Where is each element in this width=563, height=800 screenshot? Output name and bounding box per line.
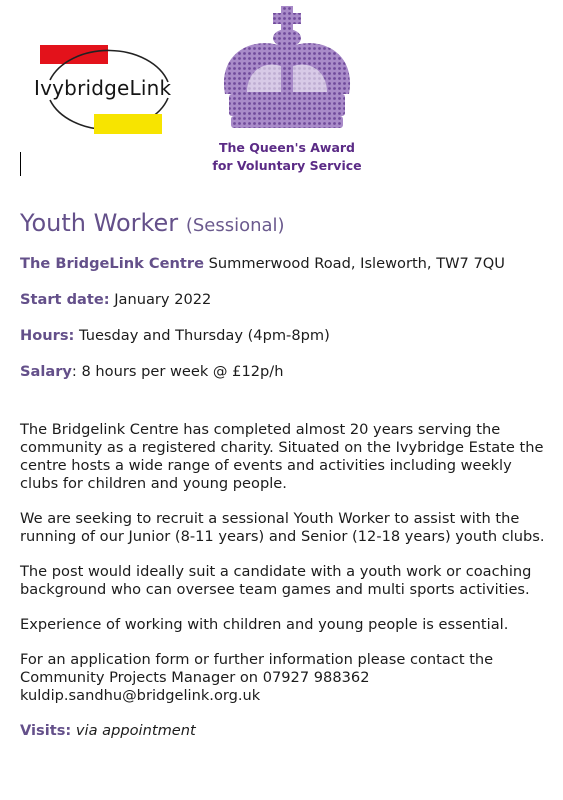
job-title-sub: (Sessional) [185,215,285,236]
location-label: The BridgeLink Centre [20,255,204,272]
award-line-1: The Queen's Award [218,140,356,155]
start-date-value: January 2022 [109,291,212,308]
salary-value: : 8 hours per week @ £12p/h [71,363,284,380]
start-date-label: Start date: [20,291,110,308]
ivybridgelink-logo [28,42,178,138]
paragraph-recruit: We are seeking to recruit a sessional Youth Worker to assist with the running of our Junior (8-11 years) and Senior (12-18 years) youth clubs. [20,510,545,545]
location-field [20,255,550,273]
start-date-field [20,291,550,309]
job-advert [20,208,550,758]
salary-field [20,363,550,381]
award-line-2: for Voluntary Service [212,158,362,173]
hours-label: Hours: [20,327,75,344]
hours-value: Tuesday and Thursday (4pm-8pm) [74,327,330,344]
queens-award-badge [212,6,362,176]
paragraph-contact: For an application form or further information please contact the Community Projects Manager on 07927 988362 kuldip.sandhu@bridgelink.org.uk [20,651,494,704]
crown-icon [217,6,357,138]
salary-label: Salary [20,363,72,380]
logo-text: IvybridgeLink [34,76,172,100]
text-cursor [20,152,21,176]
paragraph-candidate: The post would ideally suit a candidate with a youth work or coaching background who can oversee team games and multi sports activities. [20,563,532,598]
visits-field [20,722,550,740]
paragraph-about: The Bridgelink Centre has completed almost 20 years serving the community as a registered charity. Situated on the Ivybridge Estate the centre hosts a wide range of events and activities including weekly clubs for children and young people. [20,421,544,492]
hours-field [20,327,550,345]
logo-yellow-bar [94,114,162,134]
visits-label: Visits: [20,722,72,739]
job-title-main: Youth Worker [20,209,179,237]
job-title [20,208,550,241]
paragraph-experience: Experience of working with children and young people is essential. [20,616,509,633]
visits-value: via appointment [71,722,196,739]
location-value: Summerwood Road, Isleworth, TW7 7QU [203,255,505,272]
spacer [20,399,550,421]
